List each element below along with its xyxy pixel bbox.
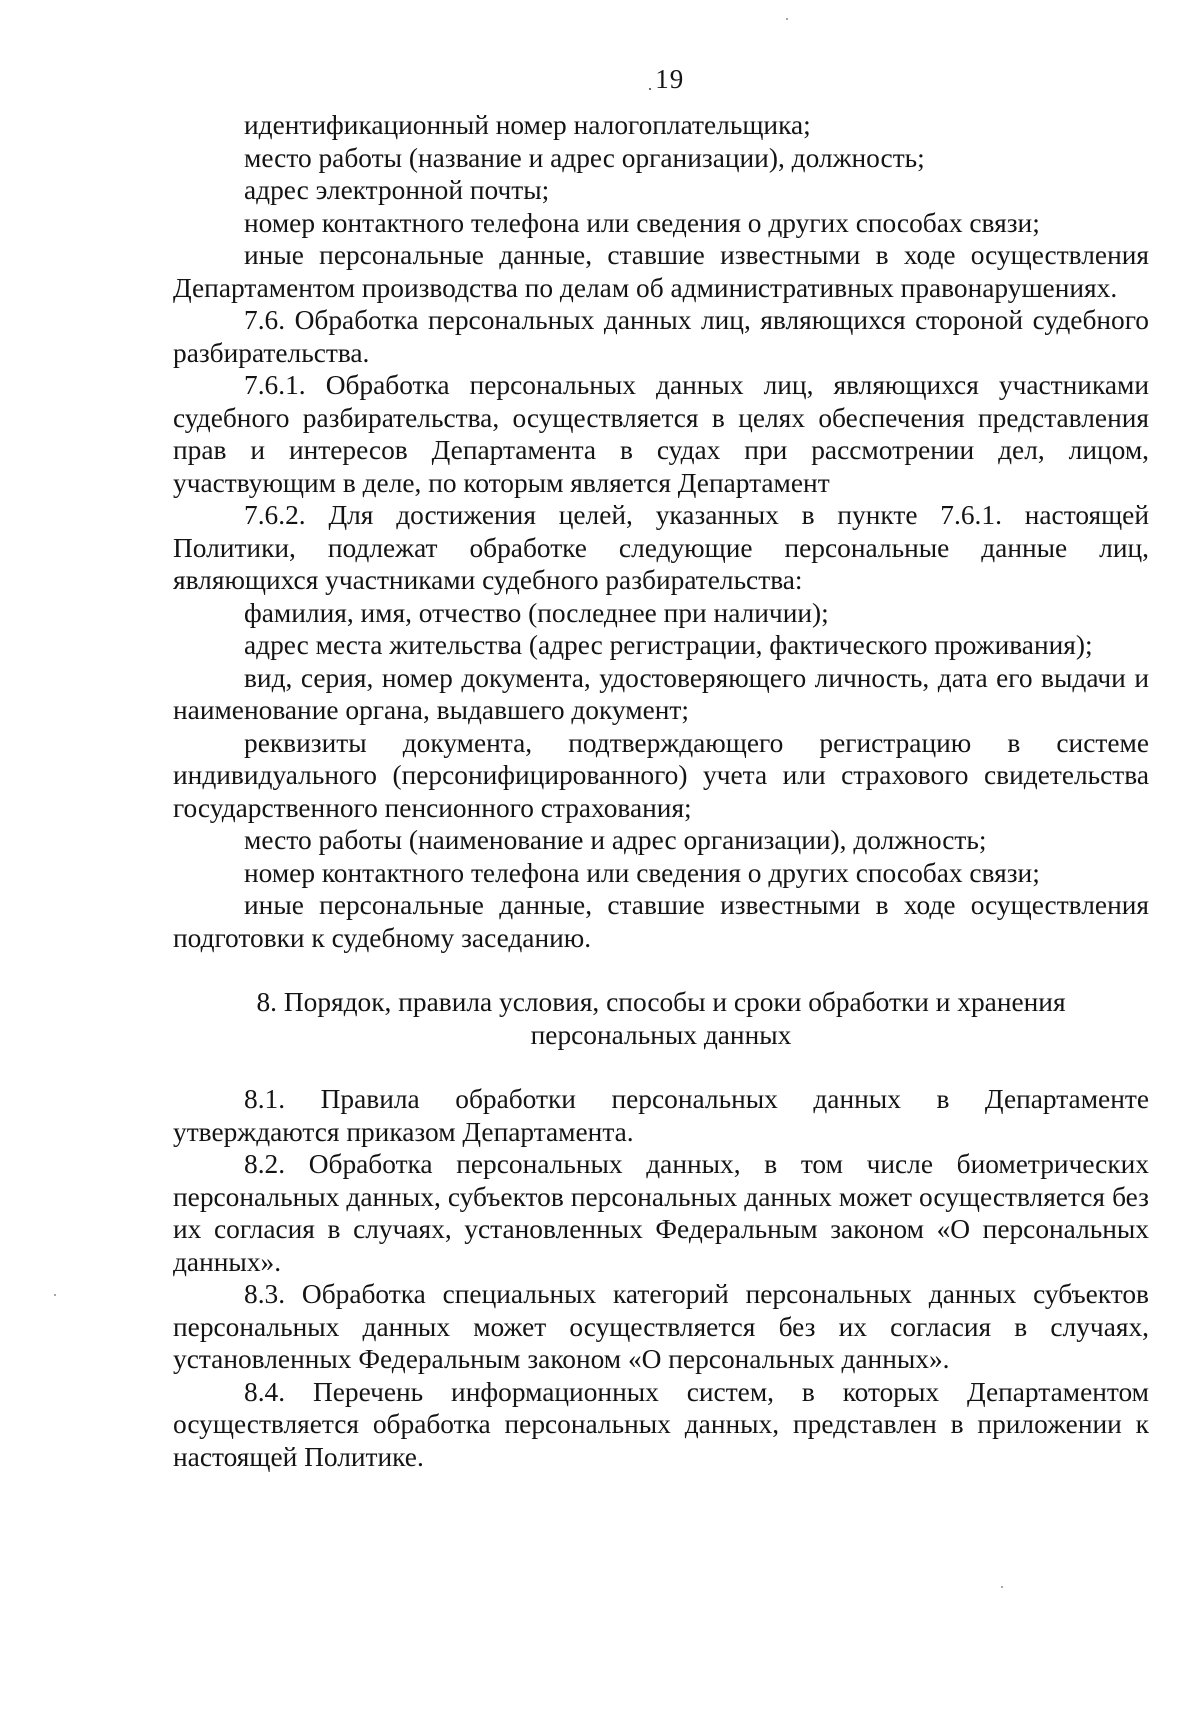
paragraph: иные персональные данные, ставшие известными в ходе осуществления подготовки к судебному заседанию.	[173, 890, 1149, 953]
paragraph: место работы (наименование и адрес организации), должность;	[244, 825, 987, 855]
scan-speck	[54, 1294, 56, 1296]
paragraph: 8.1. Правила обработки персональных данных в Департаменте утверждаются приказом Департамента.	[173, 1084, 1149, 1147]
paragraph: 8.2. Обработка персональных данных, в том числе биометрических персональных данных, субъектов персональных данных может осуществляется без их согласия в случаях, установленных Федеральным законом «О персональных данных».	[173, 1149, 1149, 1277]
scan-speck	[786, 18, 788, 20]
paragraph: иные персональные данные, ставшие известными в ходе осуществления Департаментом производства по делам об административных правонарушениях.	[173, 240, 1149, 303]
paragraph: 8.4. Перечень информационных систем, в которых Департаментом осуществляется обработка персональных данных, представлен в приложении к настоящей Политике.	[173, 1376, 1149, 1472]
paragraph: место работы (название и адрес организации), должность;	[244, 142, 925, 173]
paragraph: номер контактного телефона или сведения о других способах связи;	[244, 857, 1040, 888]
scan-speck	[1001, 1586, 1003, 1588]
paragraph: 8.3. Обработка специальных категорий персональных данных субъектов персональных данных может осуществляется без их согласия в случаях, установленных Федеральным законом «О персональных данных».	[173, 1279, 1149, 1374]
paragraph: 7.6.1. Обработка персональных данных лиц, являющихся участниками судебного разбирательства, осуществляется в целях обеспечения представления прав и интересов Департамента в судах при рассмотрении дел, лицом, участвующим в деле, по которым является Департамент	[173, 370, 1149, 498]
paragraph: вид, серия, номер документа, удостоверяющего личность, дата его выдачи и наименование органа, выдавшего документ;	[173, 662, 1149, 725]
paragraph: идентификационный номер налогоплательщика;	[244, 110, 811, 140]
paragraph: адрес электронной почты;	[244, 175, 550, 205]
paragraph: номер контактного телефона или сведения о других способах связи;	[244, 207, 1040, 238]
section-heading-line: 8. Порядок, правила условия, способы и сроки обработки и хранения	[256, 987, 1066, 1017]
page-number: . 19	[0, 64, 1200, 97]
paragraph: адрес места жительства (адрес регистрации, фактического проживания);	[244, 630, 1093, 660]
section-heading	[173, 986, 1149, 1051]
section-heading-line: персональных данных	[530, 1019, 792, 1050]
paragraph: фамилия, имя, отчество (последнее при наличии);	[244, 597, 829, 628]
document-body	[173, 109, 1149, 1473]
paragraph: 7.6. Обработка персональных данных лиц, являющихся стороной судебного разбирательства.	[173, 305, 1149, 368]
paragraph: реквизиты документа, подтверждающего регистрацию в системе индивидуального (персонифицированного) учета или страхового свидетельства государственного пенсионного страхования;	[173, 727, 1149, 823]
paragraph: 7.6.2. Для достижения целей, указанных в пункте 7.6.1. настоящей Политики, подлежат обработке следующие персональные данные лиц, являющихся участниками судебного разбирательства:	[173, 500, 1149, 595]
